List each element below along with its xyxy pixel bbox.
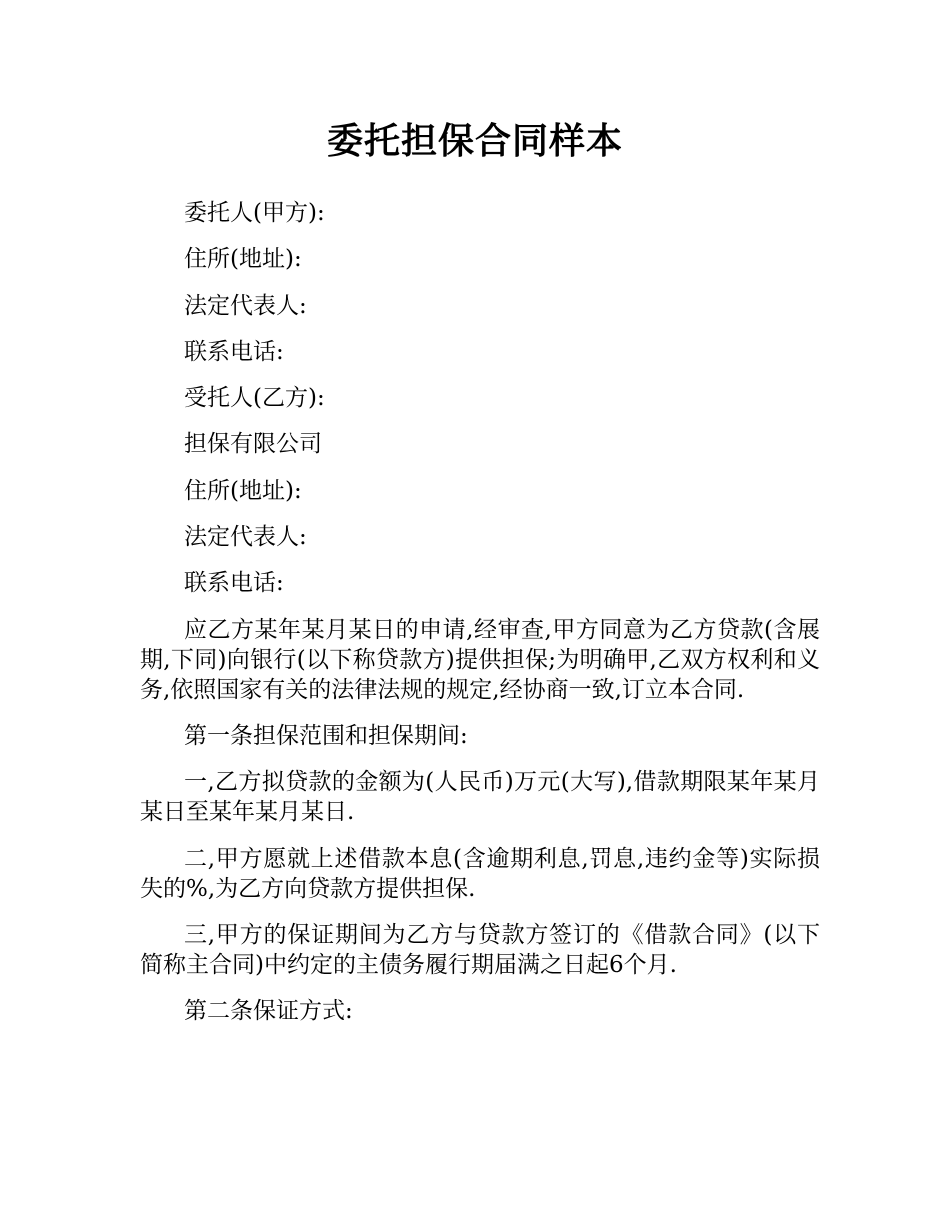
party-line-principal: 委托人(甲方):: [184, 200, 325, 226]
article-1-item-3: 三,甲方的保证期间为乙方与贷款方签订的《借款合同》(以下简称主合同)中约定的主债务履行期届满之日起6个月.: [140, 921, 820, 978]
article-1-item-1: 一,乙方拟贷款的金额为(人民币)万元(大写),借款期限某年某月某日至某年某月某日.: [140, 769, 820, 826]
article-1-item-2: 二,甲方愿就上述借款本息(含逾期利息,罚息,违约金等)实际损失的%,为乙方向贷款方提供担保.: [140, 845, 820, 902]
party-line-trustee-company: 担保有限公司: [184, 431, 322, 458]
intro-paragraph: 应乙方某年某月某日的申请,经审查,甲方同意为乙方贷款(含展期,下同)向银行(以下称贷款方)提供担保;为明确甲,乙双方权利和义务,依照国家有关的法律法规的规定,经协商一致,订立本合同.: [140, 616, 820, 703]
party-line-trustee-address: 住所(地址):: [184, 477, 302, 504]
article-1-heading: 第一条担保范围和担保期间:: [184, 722, 468, 749]
party-line-principal-representative: 法定代表人:: [184, 292, 307, 319]
article-2-heading: 第二条保证方式:: [184, 998, 353, 1025]
document-title: 委托担保合同样本: [326, 121, 623, 162]
party-line-trustee: 受托人(乙方):: [184, 385, 325, 412]
party-line-principal-phone: 联系电话:: [184, 338, 284, 365]
party-line-principal-address: 住所(地址):: [184, 246, 302, 273]
party-line-trustee-representative: 法定代表人:: [184, 524, 307, 551]
party-line-trustee-phone: 联系电话:: [184, 570, 284, 597]
document-body: [140, 198, 820, 1042]
